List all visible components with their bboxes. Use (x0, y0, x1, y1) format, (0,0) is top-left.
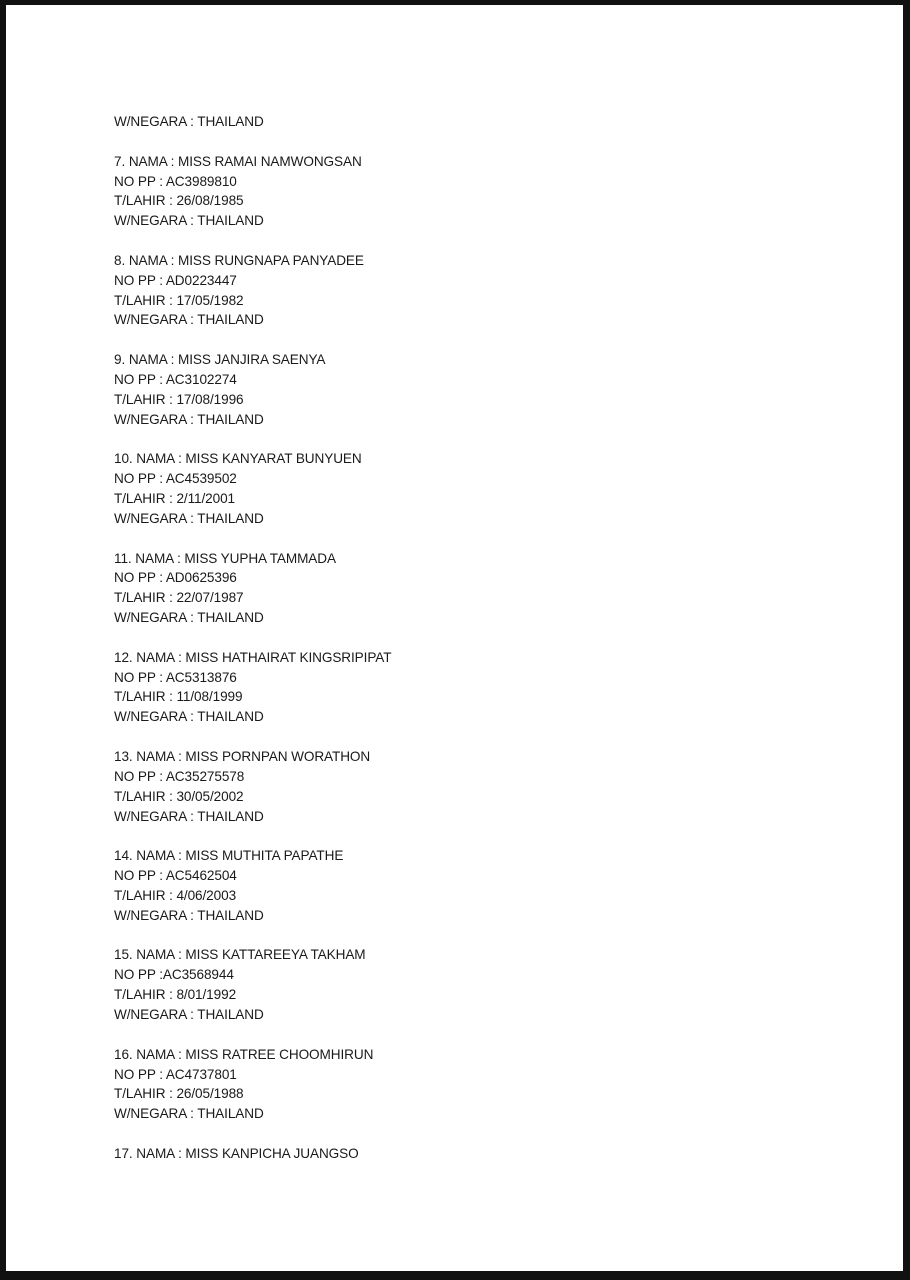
passport-number-line: NO PP : AD0223447 (114, 272, 237, 288)
entry-name-line: 7. NAMA : MISS RAMAI NAMWONGSAN (114, 153, 362, 169)
nationality-line: W/NEGARA : THAILAND (114, 610, 264, 626)
paragraph-gap (114, 231, 391, 251)
document-body (114, 112, 391, 1164)
nationality-line: W/NEGARA : THAILAND (114, 907, 264, 923)
passport-number-line: NO PP : AC3102274 (114, 371, 237, 387)
paragraph-gap (114, 1025, 391, 1045)
entry-name-line: 13. NAMA : MISS PORNPAN WORATHON (114, 749, 371, 764)
entry-name-line: 10. NAMA : MISS KANYARAT BUNYUEN (114, 451, 362, 467)
entry-name-line: 17. NAMA : MISS KANPICHA JUANGSO (114, 1145, 359, 1161)
passport-number-line: NO PP : AC3989810 (114, 173, 237, 189)
paragraph-gap (114, 826, 391, 846)
birth-date-line: T/LAHIR : 17/05/1982 (114, 292, 244, 308)
nationality-line: W/NEGARA : THAILAND (114, 213, 264, 229)
entry-name-line: 9. NAMA : MISS JANJIRA SAENYA (114, 352, 326, 368)
nationality-line: W/NEGARA : THAILAND (114, 1006, 264, 1022)
paragraph-gap (114, 727, 391, 747)
nationality-line: W/NEGARA : THAILAND (114, 709, 264, 725)
entry-name-line: 16. NAMA : MISS RATREE CHOOMHIRUN (114, 1046, 374, 1062)
person-entry (114, 846, 391, 945)
birth-date-line: T/LAHIR : 22/07/1987 (114, 590, 244, 606)
entry-name-line: 11. NAMA : MISS YUPHA TAMMADA (114, 550, 336, 566)
passport-number-line: NO PP : AC35275578 (114, 768, 245, 784)
birth-date-line: T/LAHIR : 26/08/1985 (114, 193, 244, 209)
paragraph-gap (114, 926, 391, 946)
document-page (6, 5, 903, 1271)
nationality-line: W/NEGARA : THAILAND (114, 411, 264, 427)
nationality-line: W/NEGARA : THAILAND (114, 808, 264, 824)
person-entry (114, 152, 391, 251)
passport-number-line: NO PP : AC5313876 (114, 669, 237, 685)
paragraph-gap (114, 628, 391, 648)
birth-date-line: T/LAHIR : 4/06/2003 (114, 887, 237, 903)
birth-date-line: T/LAHIR : 26/05/1988 (114, 1086, 244, 1102)
passport-number-line: NO PP : AD0625396 (114, 570, 237, 586)
birth-date-line: T/LAHIR : 11/08/1999 (114, 689, 243, 705)
person-entry (114, 251, 391, 350)
person-entry (114, 1045, 391, 1144)
paragraph-gap (114, 132, 391, 152)
entry-name-line: 15. NAMA : MISS KATTAREEYA TAKHAM (114, 947, 366, 963)
nationality-line: W/NEGARA : THAILAND (114, 312, 264, 328)
birth-date-line: T/LAHIR : 17/08/1996 (114, 391, 244, 407)
person-entry (114, 449, 391, 548)
entry-name-line: 8. NAMA : MISS RUNGNAPA PANYADEE (114, 252, 364, 268)
person-entry (114, 549, 391, 648)
paragraph-gap (114, 1124, 391, 1144)
birth-date-line: T/LAHIR : 2/11/2001 (114, 491, 236, 507)
passport-number-line: NO PP : AC4539502 (114, 471, 237, 487)
person-entry (114, 945, 391, 1044)
passport-number-line: NO PP :AC3568944 (114, 967, 234, 983)
entry-name-line: 12. NAMA : MISS HATHAIRAT KINGSRIPIPAT (114, 649, 392, 665)
entry-name-line: 14. NAMA : MISS MUTHITA PAPATHE (114, 848, 344, 864)
person-entry (114, 350, 391, 449)
nationality-line: W/NEGARA : THAILAND (114, 1106, 264, 1122)
person-entry (114, 747, 391, 846)
birth-date-line: T/LAHIR : 8/01/1992 (114, 987, 237, 1003)
nationality-line: W/NEGARA : THAILAND (114, 510, 264, 526)
entry-list (114, 152, 391, 1144)
paragraph-gap (114, 529, 391, 549)
passport-number-line: NO PP : AC5462504 (114, 868, 237, 884)
paragraph-gap (114, 430, 391, 450)
birth-date-line: T/LAHIR : 30/05/2002 (114, 788, 244, 804)
paragraph-gap (114, 330, 391, 350)
passport-number-line: NO PP : AC4737801 (114, 1066, 237, 1082)
nationality-line: W/NEGARA : THAILAND (114, 114, 264, 129)
person-entry (114, 648, 391, 747)
